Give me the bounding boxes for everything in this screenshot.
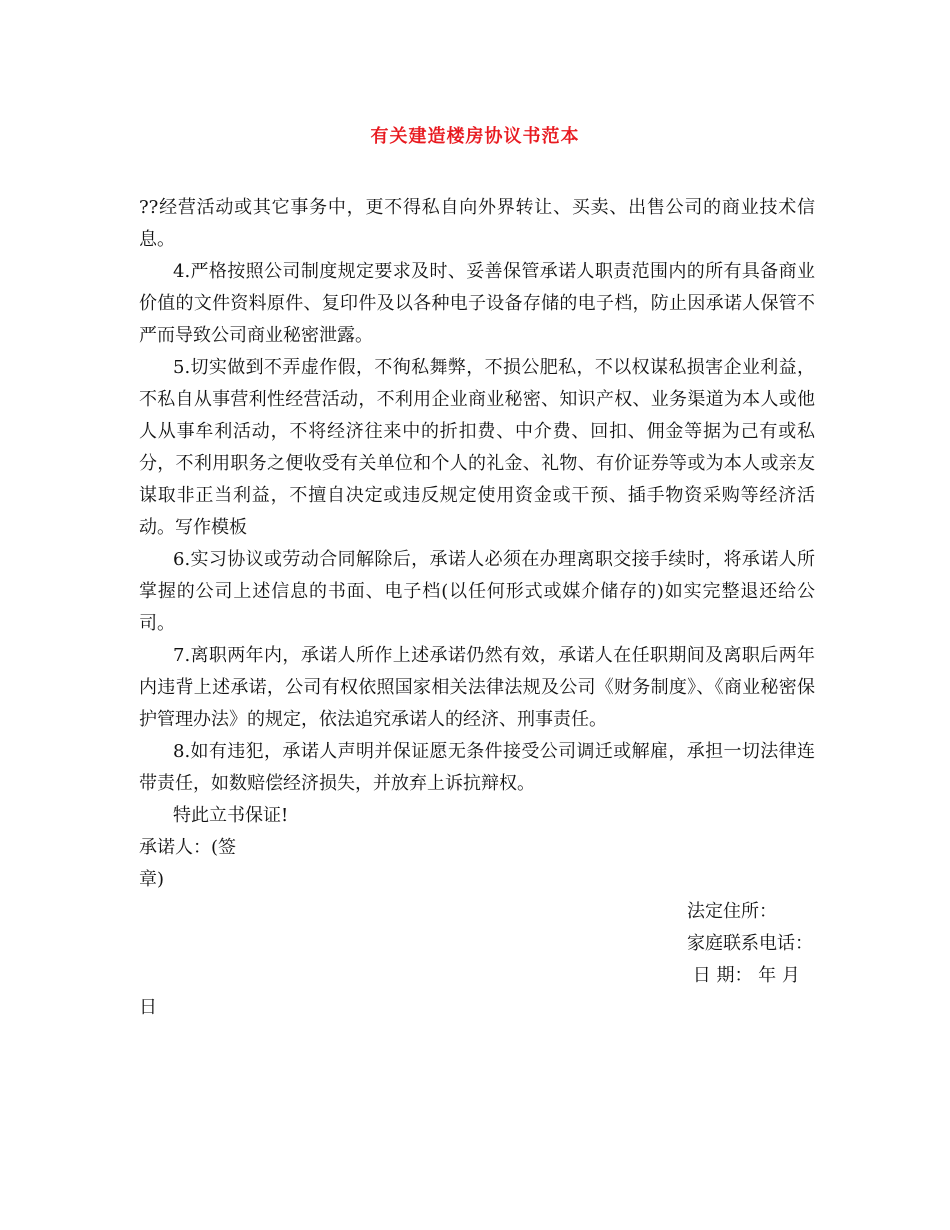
- signature-stamp-line: 章): [139, 869, 165, 890]
- closing-statement: 特此立书保证!: [173, 805, 289, 826]
- paragraph-continuation: ??经营活动或其它事务中，更不得私自向外界转让、买卖、出售公司的商业技术信息。: [139, 197, 815, 250]
- paragraph-item-4: 4.严格按照公司制度规定要求及时、妥善保管承诺人职责范围内的所有具备商业价值的文件资料原件、复印件及以各种电子设备存储的电子档，防止因承诺人保管不严而导致公司商业秘密泄露。: [139, 261, 815, 346]
- paragraph-item-5: 5.切实做到不弄虚作假，不徇私舞弊，不损公肥私，不以权谋私损害企业利益，不私自从事营利性经营活动，不利用企业商业秘密、知识产权、业务渠道为本人或他人从事牟利活动，不将经济往来中的折扣费、中介费、回扣、佣金等据为己有或私分，不利用职务之便收受有关单位和个人的礼金、礼物、有价证券等或为本人或亲友谋取非正当利益，不擅自决定或违反规定使用资金或干预、插手物资采购等经济活动。写作模板: [139, 357, 815, 538]
- document-body: [139, 192, 815, 1024]
- phone-label: 家庭联系电话：: [687, 933, 813, 954]
- signature-line: 承诺人：(签: [139, 837, 237, 858]
- paragraph-item-7: 7.离职两年内，承诺人所作上述承诺仍然有效，承诺人在任职期间及离职后两年内违背上述承诺，公司有权依照国家相关法律法规及公司《财务制度》、《商业秘密保护管理办法》的规定，依法追究承诺人的经济、刑事责任。: [139, 645, 815, 730]
- address-label: 法定住所：: [687, 901, 777, 922]
- date-label: 日 期： 年 月: [687, 965, 800, 986]
- date-tail: 日: [139, 997, 157, 1018]
- document-title: 有关建造楼房协议书范本: [370, 126, 580, 147]
- paragraph-item-6: 6.实习协议或劳动合同解除后，承诺人必须在办理离职交接手续时，将承诺人所掌握的公司上述信息的书面、电子档(以任何形式或媒介储存的)如实完整退还给公司。: [139, 549, 815, 634]
- paragraph-item-8: 8.如有违犯，承诺人声明并保证愿无条件接受公司调迁或解雇，承担一切法律连带责任，如数赔偿经济损失，并放弃上诉抗辩权。: [139, 741, 815, 794]
